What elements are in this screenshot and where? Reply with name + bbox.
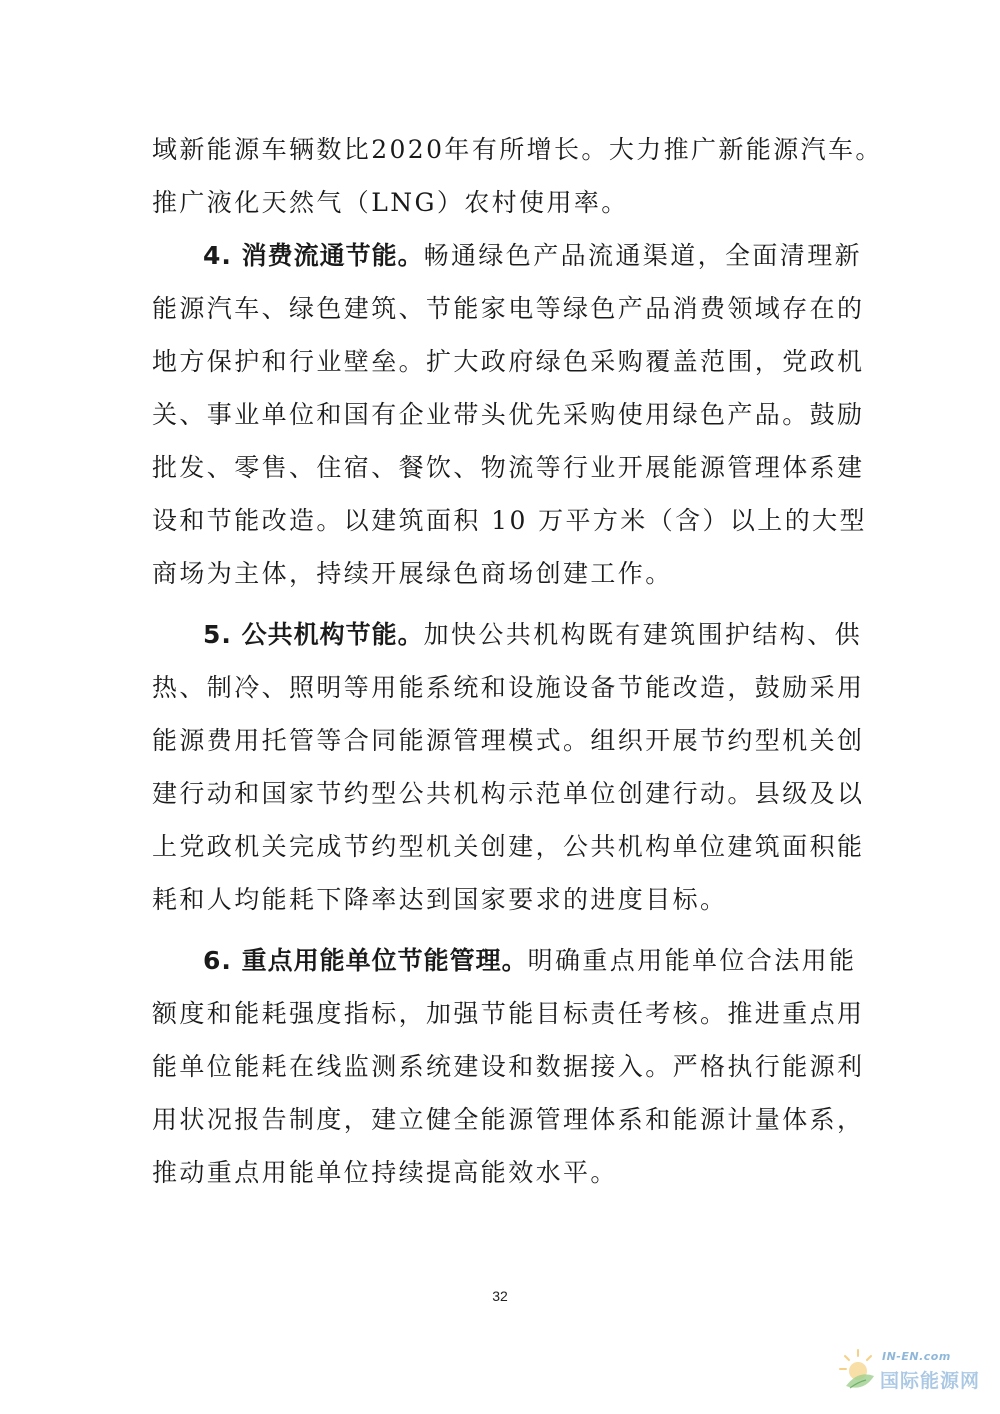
section-4-first-line xyxy=(203,243,862,268)
text-line xyxy=(152,190,629,215)
text-line xyxy=(152,349,864,374)
text-line xyxy=(152,1054,864,1079)
line-text: 能源费用托管等合同能源管理模式。组织开展节约型机关创 xyxy=(152,726,865,755)
text-line xyxy=(152,508,867,533)
watermark-logo-en: IN-EN.com xyxy=(882,1350,951,1363)
line-text: 域新能源车辆数比2020年有所增长。大力推广新能源汽车。 xyxy=(152,135,883,164)
text-line xyxy=(152,728,864,753)
line-text: 建行动和国家节约型公共机构示范单位创建行动。县级及以 xyxy=(152,779,865,808)
text-line xyxy=(152,1160,618,1185)
text-line xyxy=(152,296,864,321)
line-text: 批发、零售、住宿、餐饮、物流等行业开展能源管理体系建 xyxy=(152,453,865,482)
line-text: 设和节能改造。以建筑面积 10 万平方米（含）以上的大型 xyxy=(152,506,867,535)
line-text: 耗和人均能耗下降率达到国家要求的进度目标。 xyxy=(152,885,728,914)
line-text: 能源汽车、绿色建筑、节能家电等绿色产品消费领域存在的 xyxy=(152,294,865,323)
text-line xyxy=(152,455,864,480)
sun-leaf-logo-icon xyxy=(836,1346,880,1396)
line-text: 畅通绿色产品流通渠道，全面清理新 xyxy=(423,241,863,270)
text-line xyxy=(152,834,864,859)
line-text: 上党政机关完成节约型机关创建，公共机构单位建筑面积能 xyxy=(152,832,865,861)
watermark xyxy=(836,1340,986,1400)
text-line xyxy=(152,561,673,586)
text-line xyxy=(152,887,727,912)
line-text: 明确重点用能单位合法用能 xyxy=(527,946,857,975)
text-line xyxy=(152,781,864,806)
section-4-heading: 4. 消费流通节能。 xyxy=(203,241,424,270)
line-text: 额度和能耗强度指标，加强节能目标责任考核。推进重点用 xyxy=(152,999,865,1028)
line-text: 商场为主体，持续开展绿色商场创建工作。 xyxy=(152,559,673,588)
section-5-first-line xyxy=(203,622,862,647)
section-6-heading: 6. 重点用能单位节能管理。 xyxy=(203,946,528,975)
line-text: 加快公共机构既有建筑围护结构、供 xyxy=(423,620,863,649)
line-text: 关、事业单位和国有企业带头优先采购使用绿色产品。鼓励 xyxy=(152,400,865,429)
watermark-logo-cn: 国际能源网 xyxy=(880,1370,981,1392)
line-text: 能单位能耗在线监测系统建设和数据接入。严格执行能源利 xyxy=(152,1052,865,1081)
text-line xyxy=(152,675,864,700)
section-6-first-line xyxy=(203,948,856,973)
section-5-heading: 5. 公共机构节能。 xyxy=(203,620,424,649)
page-number: 32 xyxy=(492,1288,508,1304)
text-line xyxy=(152,1107,864,1132)
line-text: 地方保护和行业壁垒。扩大政府绿色采购覆盖范围，党政机 xyxy=(152,347,865,376)
text-line xyxy=(152,402,864,427)
line-text: 用状况报告制度，建立健全能源管理体系和能源计量体系， xyxy=(152,1105,865,1134)
line-text: 热、制冷、照明等用能系统和设施设备节能改造，鼓励采用 xyxy=(152,673,865,702)
text-line xyxy=(152,137,883,162)
line-text: 推广液化天然气（LNG）农村使用率。 xyxy=(152,188,629,217)
text-line xyxy=(152,1001,864,1026)
line-text: 推动重点用能单位持续提高能效水平。 xyxy=(152,1158,618,1187)
